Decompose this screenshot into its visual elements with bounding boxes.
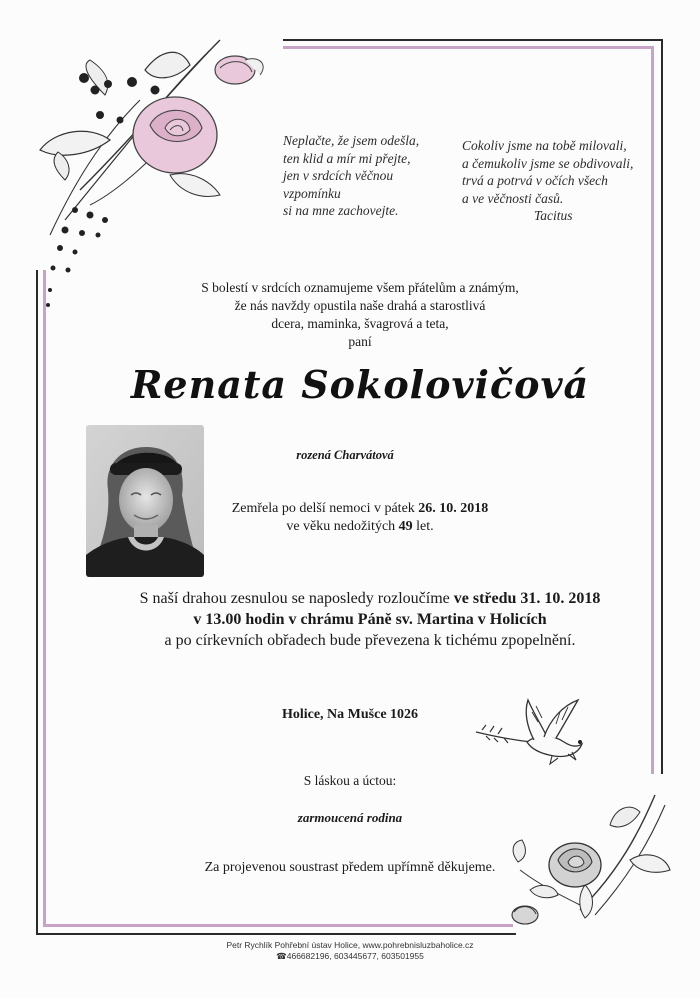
- poem-left-line: Neplačte, že jsem odešla,: [283, 133, 420, 148]
- dove-with-olive-branch-icon: [472, 692, 592, 772]
- death-info: [200, 500, 520, 536]
- intro-line: dcera, maminka, švagrová a teta,: [271, 316, 449, 331]
- announcement-intro: [150, 279, 570, 351]
- frame-right-dark: [661, 39, 663, 774]
- death-age-line: [200, 518, 520, 536]
- poem-right-line: Cokoliv jsme na tobě milovali,: [462, 138, 627, 153]
- poem-right-line: a ve věčnosti časů.: [462, 190, 564, 206]
- poem-left: [283, 132, 419, 220]
- frame-right-pink: [651, 46, 654, 774]
- funeral-line-2: [70, 609, 670, 630]
- frame-left-dark: [36, 270, 38, 935]
- death-age: 49: [398, 519, 413, 534]
- frame-bottom-dark: [36, 933, 516, 935]
- death-age-text: ve věku nedožitých: [286, 519, 399, 534]
- mourning-family: zarmoucená rodina: [297, 810, 403, 825]
- footer-phones: ☎466682196, 603445677, 603501955: [276, 951, 424, 961]
- poem-right-line: a čemukoliv jsme se obdivovali,: [462, 155, 634, 171]
- frame-top-dark: [283, 39, 663, 41]
- funeral-line-1: [70, 588, 670, 609]
- thanks-line: Za projevenou soustrast předem upřímně děkujeme.: [204, 860, 496, 875]
- funeral-info: [70, 588, 670, 651]
- portrait-photo: [86, 425, 204, 577]
- intro-line: paní: [348, 334, 372, 349]
- frame-top-pink: [283, 46, 654, 49]
- poem-left-line: si na mne zachovejte.: [283, 203, 399, 218]
- respect-line: S láskou a úctou:: [303, 773, 397, 788]
- poem-left-line: ten klid a mír mi přejte,: [283, 150, 411, 166]
- maiden-name: rozená Charvátová: [296, 448, 394, 462]
- poem-right-line: trvá a potrvá v očích všech: [462, 173, 608, 188]
- funeral-date: ve středu 31. 10. 2018: [453, 590, 601, 607]
- family-address: Holice, Na Mušce 1026: [281, 707, 419, 722]
- funeral-service-footer: [180, 940, 520, 962]
- death-date: 26. 10. 2018: [418, 501, 489, 516]
- poem-left-line: jen v srdcích věčnou: [283, 168, 394, 183]
- rose-branch-bottom-right-icon: [500, 790, 680, 940]
- poem-right-author: Tacitus: [534, 208, 573, 223]
- death-age-suffix: let.: [412, 519, 434, 534]
- funeral-time-place: v 13.00 hodin v chrámu Páně sv. Martina v Holicích: [193, 611, 547, 628]
- funeral-intro-text: S naší drahou zesnulou se naposledy rozloučíme: [139, 590, 454, 607]
- intro-line: S bolestí v srdcích oznamujeme všem přátelům a známým,: [201, 280, 519, 295]
- intro-line: že nás navždy opustila naše drahá a starostlivá: [234, 298, 486, 313]
- death-date-line: [200, 500, 520, 518]
- frame-left-pink: [43, 270, 46, 927]
- rose-branch-top-left-icon: [20, 20, 300, 320]
- deceased-name: Renata Sokolovičová: [130, 362, 590, 407]
- footer-company: Petr Rychlík Pohřební ústav Holice, www.pohrebnisluzbaholice.cz: [226, 940, 474, 950]
- poem-right: [462, 137, 633, 225]
- frame-bottom-pink: [43, 924, 513, 927]
- death-date-text: Zemřela po delší nemoci v pátek: [231, 501, 419, 516]
- poem-left-line: vzpomínku: [283, 185, 341, 201]
- funeral-line-3: a po církevních obřadech bude převezena k tichému zpopelnění.: [164, 632, 576, 649]
